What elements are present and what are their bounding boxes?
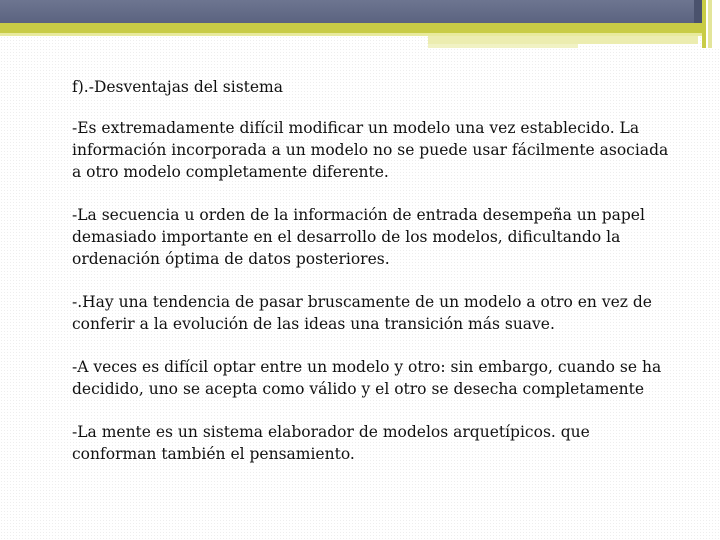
accent-tab [428,36,698,44]
paragraph-3: -.Hay una tendencia de pasar bruscamente de un modelo a otro en vez de conferir a la evolución de las ideas una transición más suave. [72,293,652,333]
paragraph-2: -La secuencia u orden de la información de entrada desempeña un papel demasiado importante en el desarrollo de los modelos, dificultando la ordenación óptima de datos posteriores. [72,206,645,268]
paragraph-4: -A veces es difícil optar entre un modelo y otro: sin embargo, cuando se ha decidido, uno se acepta como válido y el otro se desecha completamente [72,358,662,398]
accent-tab-small [428,44,578,48]
corner-accent [702,0,720,48]
header-band [0,0,720,23]
slide-body [72,76,672,486]
paragraph-1: -Es extremadamente difícil modificar un modelo una vez establecido. La información incorporada a un modelo no se puede usar fácilmente asociada a otro modelo completamente diferente. [72,119,669,181]
paragraph-5: -La mente es un sistema elaborador de modelos arquetípicos. que conforman también el pensamiento. [72,423,590,463]
slide-heading: f).-Desventajas del sistema [72,78,283,96]
accent-stripe [0,23,720,33]
